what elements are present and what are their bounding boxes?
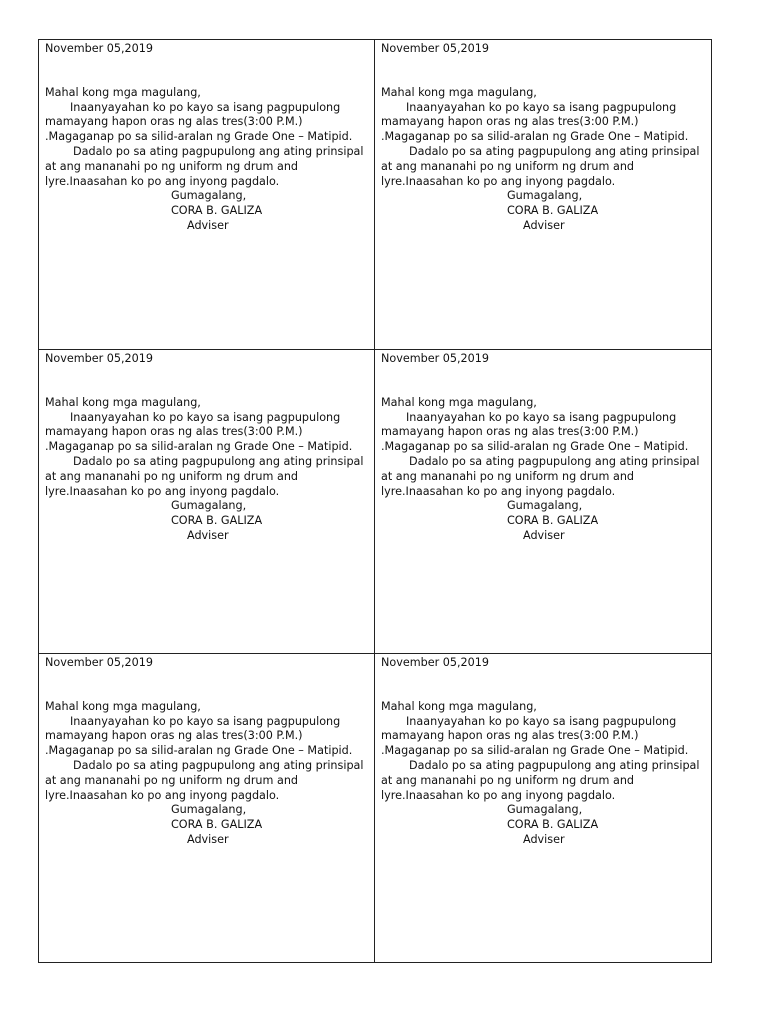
memo-date: November 05,2019: [381, 42, 490, 55]
memo-body-line: mamayang hapon oras ng alas tres(3:00 P.M.): [381, 425, 639, 439]
memo-salutation: Mahal kong mga magulang,: [45, 395, 201, 409]
memo-body-line: .Magaganap po sa silid-aralan ng Grade One – Matipid.: [45, 130, 353, 144]
memo-salutation: Mahal kong mga magulang,: [381, 699, 537, 713]
memo-salutation: Mahal kong mga magulang,: [381, 395, 537, 409]
memo-signatory-name: CORA B. GALIZA: [171, 204, 263, 218]
memo-closing: Gumagalang,: [507, 189, 583, 203]
memo-signatory-role: Adviser: [523, 218, 565, 232]
memo-signatory-name: CORA B. GALIZA: [171, 514, 263, 528]
memo-card: [39, 350, 375, 654]
memo-body-line: lyre.Inaasahan ko po ang inyong pagdalo.: [381, 788, 616, 802]
memo-closing: Gumagalang,: [507, 803, 583, 817]
memo-body-line: at ang mananahi po ng uniform ng drum and: [381, 469, 635, 483]
memo-body-line: Inaanyayahan ko po kayo sa isang pagpupulong: [70, 714, 341, 728]
memo-body-line: Inaanyayahan ko po kayo sa isang pagpupulong: [406, 410, 677, 424]
memo-body-line: at ang mananahi po ng uniform ng drum and: [45, 469, 299, 483]
memo-date: November 05,2019: [45, 656, 154, 669]
memo-closing: Gumagalang,: [507, 499, 583, 513]
memo-signatory-name: CORA B. GALIZA: [507, 818, 599, 832]
memo-body-line: lyre.Inaasahan ko po ang inyong pagdalo.: [45, 174, 280, 188]
memo-signatory-role: Adviser: [523, 832, 565, 846]
memo-body-line: Dadalo po sa ating pagpupulong ang ating prinsipal: [409, 454, 700, 468]
memo-date: November 05,2019: [45, 352, 154, 365]
memo-body-line: .Magaganap po sa silid-aralan ng Grade One – Matipid.: [45, 440, 353, 454]
memo-card: [39, 654, 375, 962]
memo-date: November 05,2019: [381, 352, 490, 365]
memo-body-line: mamayang hapon oras ng alas tres(3:00 P.M.): [381, 115, 639, 129]
memo-closing: Gumagalang,: [171, 499, 247, 513]
memo-card: [375, 350, 711, 654]
memo-body-line: Dadalo po sa ating pagpupulong ang ating prinsipal: [409, 758, 700, 772]
memo-body-line: at ang mananahi po ng uniform ng drum and: [45, 159, 299, 173]
memo-salutation: Mahal kong mga magulang,: [45, 699, 201, 713]
memo-body-line: at ang mananahi po ng uniform ng drum and: [381, 773, 635, 787]
memo-body-line: lyre.Inaasahan ko po ang inyong pagdalo.: [45, 484, 280, 498]
memo-card: [39, 40, 375, 350]
memo-sheet: [38, 39, 712, 963]
memo-card: [375, 40, 711, 350]
memo-date: November 05,2019: [45, 42, 154, 55]
memo-body-line: Dadalo po sa ating pagpupulong ang ating prinsipal: [73, 144, 364, 158]
memo-body-line: .Magaganap po sa silid-aralan ng Grade One – Matipid.: [45, 744, 353, 758]
memo-body-line: at ang mananahi po ng uniform ng drum and: [381, 159, 635, 173]
memo-signatory-role: Adviser: [187, 218, 229, 232]
memo-salutation: Mahal kong mga magulang,: [381, 85, 537, 99]
memo-body-line: Dadalo po sa ating pagpupulong ang ating prinsipal: [73, 454, 364, 468]
memo-signatory-name: CORA B. GALIZA: [507, 514, 599, 528]
memo-closing: Gumagalang,: [171, 189, 247, 203]
memo-card: [375, 654, 711, 962]
memo-body-line: lyre.Inaasahan ko po ang inyong pagdalo.: [381, 484, 616, 498]
memo-body-line: Inaanyayahan ko po kayo sa isang pagpupulong: [70, 100, 341, 114]
memo-signatory-name: CORA B. GALIZA: [171, 818, 263, 832]
memo-body-line: .Magaganap po sa silid-aralan ng Grade One – Matipid.: [381, 130, 689, 144]
memo-body-line: Inaanyayahan ko po kayo sa isang pagpupulong: [70, 410, 341, 424]
memo-signatory-name: CORA B. GALIZA: [507, 204, 599, 218]
memo-body-line: lyre.Inaasahan ko po ang inyong pagdalo.: [45, 788, 280, 802]
memo-body-line: at ang mananahi po ng uniform ng drum and: [45, 773, 299, 787]
memo-signatory-role: Adviser: [523, 528, 565, 542]
memo-body-line: lyre.Inaasahan ko po ang inyong pagdalo.: [381, 174, 616, 188]
memo-body-line: Dadalo po sa ating pagpupulong ang ating prinsipal: [409, 144, 700, 158]
memo-body-line: Inaanyayahan ko po kayo sa isang pagpupulong: [406, 714, 677, 728]
memo-body-line: Inaanyayahan ko po kayo sa isang pagpupulong: [406, 100, 677, 114]
memo-salutation: Mahal kong mga magulang,: [45, 85, 201, 99]
memo-body-line: mamayang hapon oras ng alas tres(3:00 P.M.): [381, 729, 639, 743]
memo-body-line: Dadalo po sa ating pagpupulong ang ating prinsipal: [73, 758, 364, 772]
memo-date: November 05,2019: [381, 656, 490, 669]
memo-closing: Gumagalang,: [171, 803, 247, 817]
memo-body-line: mamayang hapon oras ng alas tres(3:00 P.M.): [45, 115, 303, 129]
memo-body-line: .Magaganap po sa silid-aralan ng Grade One – Matipid.: [381, 440, 689, 454]
memo-body-line: mamayang hapon oras ng alas tres(3:00 P.M.): [45, 729, 303, 743]
memo-signatory-role: Adviser: [187, 528, 229, 542]
memo-signatory-role: Adviser: [187, 832, 229, 846]
memo-body-line: mamayang hapon oras ng alas tres(3:00 P.M.): [45, 425, 303, 439]
memo-body-line: .Magaganap po sa silid-aralan ng Grade One – Matipid.: [381, 744, 689, 758]
